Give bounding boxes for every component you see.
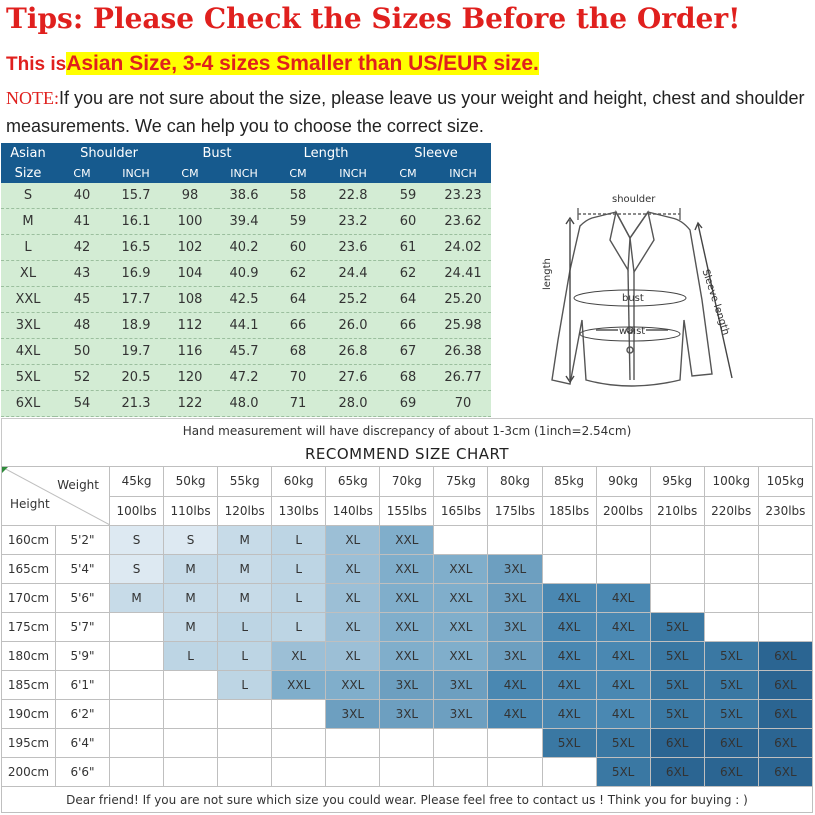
size-label: 6XL [1, 391, 55, 417]
recommend-size-cell: 5XL [596, 758, 650, 787]
size-value: 39.4 [217, 209, 271, 235]
weight-kg-header: 85kg [542, 467, 596, 497]
size-value: 45 [55, 287, 109, 313]
weight-lbs-header: 220lbs [704, 496, 758, 526]
height-label: Height [10, 497, 50, 511]
recommend-size-cell [704, 555, 758, 584]
recommend-size-cell: XXL [272, 671, 326, 700]
size-value: 21.3 [109, 391, 163, 417]
recommend-size-cell: 4XL [488, 671, 542, 700]
recommend-row [2, 555, 813, 584]
footer-message: Dear friend! If you are not sure which size you could wear. Please feel free to contact us ! Think you for buying : ) [1, 787, 813, 813]
label-length: length [542, 258, 553, 290]
height-cm: 180cm [2, 642, 56, 671]
recommend-size-cell: S [110, 555, 164, 584]
recommend-size-cell: 5XL [650, 700, 704, 729]
size-value: 70 [435, 391, 491, 417]
weight-lbs-header: 120lbs [218, 496, 272, 526]
recommend-row [2, 758, 813, 787]
recommend-size-cell: 6XL [758, 700, 812, 729]
size-value: 120 [163, 365, 217, 391]
unit-inch: INCH [217, 163, 271, 183]
recommend-size-cell [164, 729, 218, 758]
recommend-size-cell [110, 700, 164, 729]
group-shoulder: Shoulder [55, 143, 163, 163]
recommend-size-cell: L [218, 671, 272, 700]
recommend-row [2, 584, 813, 613]
size-value: 48.0 [217, 391, 271, 417]
size-value: 69 [381, 391, 435, 417]
recommend-row [2, 642, 813, 671]
size-value: 25.20 [435, 287, 491, 313]
size-value: 66 [271, 313, 325, 339]
height-ft: 6'6" [56, 758, 110, 787]
recommend-size-cell: L [218, 613, 272, 642]
recommend-size-cell: 6XL [758, 729, 812, 758]
recommend-size-cell [110, 758, 164, 787]
size-label: 5XL [1, 365, 55, 391]
recommend-row [2, 526, 813, 555]
recommend-size-cell: 5XL [542, 729, 596, 758]
size-value: 41 [55, 209, 109, 235]
recommend-size-cell: 6XL [704, 729, 758, 758]
recommend-size-cell [272, 729, 326, 758]
size-row [1, 261, 491, 287]
size-value: 16.1 [109, 209, 163, 235]
asian-size-notice [6, 52, 539, 76]
recommend-size-cell [272, 758, 326, 787]
size-value: 71 [271, 391, 325, 417]
recommend-size-cell: 6XL [650, 729, 704, 758]
height-cm: 160cm [2, 526, 56, 555]
recommend-size-cell [650, 555, 704, 584]
height-ft: 5'2" [56, 526, 110, 555]
weight-lbs-header: 230lbs [758, 496, 812, 526]
recommend-size-cell: 3XL [326, 700, 380, 729]
recommend-size-cell: 6XL [650, 758, 704, 787]
size-value: 66 [381, 313, 435, 339]
note-key: NOTE: [6, 88, 59, 108]
recommend-size-cell: 3XL [488, 555, 542, 584]
size-value: 18.9 [109, 313, 163, 339]
weight-lbs-header: 110lbs [164, 496, 218, 526]
size-value: 60 [271, 235, 325, 261]
recommend-size-cell: 6XL [758, 642, 812, 671]
notice-prefix: This is [6, 54, 67, 75]
size-value: 40.9 [217, 261, 271, 287]
size-value: 26.8 [325, 339, 381, 365]
size-value: 25.2 [325, 287, 381, 313]
recommend-size-cell: 5XL [704, 700, 758, 729]
recommend-size-cell: L [218, 642, 272, 671]
size-value: 122 [163, 391, 217, 417]
size-value: 102 [163, 235, 217, 261]
size-row [1, 339, 491, 365]
size-value: 26.38 [435, 339, 491, 365]
note-text: If you are not sure about the size, please leave us your weight and height, chest and shoulder measurements. We can help you to choose the correct size. [6, 88, 805, 136]
recommend-size-cell: 5XL [704, 671, 758, 700]
recommend-size-cell: XL [326, 584, 380, 613]
size-value: 40.2 [217, 235, 271, 261]
recommend-size-cell [704, 584, 758, 613]
recommend-size-cell: XXL [434, 642, 488, 671]
recommend-size-cell [326, 758, 380, 787]
recommend-size-cell: M [164, 613, 218, 642]
recommend-size-cell [650, 584, 704, 613]
col-size: Size [1, 163, 55, 183]
recommend-size-cell [218, 700, 272, 729]
recommend-size-cell: XL [326, 555, 380, 584]
size-value: 22.8 [325, 183, 381, 209]
size-value: 44.1 [217, 313, 271, 339]
weight-kg-header: 80kg [488, 467, 542, 497]
size-value: 112 [163, 313, 217, 339]
size-value: 28.0 [325, 391, 381, 417]
size-label: XL [1, 261, 55, 287]
height-ft: 6'4" [56, 729, 110, 758]
jacket-measurement-illustration [530, 180, 790, 400]
recommend-size-cell: 5XL [704, 642, 758, 671]
recommend-size-cell: XXL [380, 613, 434, 642]
size-label: S [1, 183, 55, 209]
size-label: M [1, 209, 55, 235]
weight-kg-header: 95kg [650, 467, 704, 497]
recommend-size-cell: L [272, 613, 326, 642]
group-bust: Bust [163, 143, 271, 163]
recommend-size-cell: L [272, 526, 326, 555]
recommend-size-cell: L [272, 584, 326, 613]
size-value: 24.4 [325, 261, 381, 287]
recommend-size-cell: 3XL [434, 700, 488, 729]
weight-kg-header: 105kg [758, 467, 812, 497]
recommend-size-cell [434, 526, 488, 555]
size-value: 48 [55, 313, 109, 339]
weight-kg-header: 70kg [380, 467, 434, 497]
recommend-size-cell: XL [326, 642, 380, 671]
recommend-size-cell: 4XL [542, 613, 596, 642]
recommend-size-cell: S [110, 526, 164, 555]
recommend-size-cell: XL [272, 642, 326, 671]
recommend-size-cell: XL [326, 613, 380, 642]
weight-kg-header: 75kg [434, 467, 488, 497]
recommend-size-cell [164, 671, 218, 700]
size-value: 54 [55, 391, 109, 417]
recommend-size-cell: 3XL [488, 584, 542, 613]
unit-cm: CM [163, 163, 217, 183]
height-ft: 5'9" [56, 642, 110, 671]
weight-kg-header: 55kg [218, 467, 272, 497]
weight-lbs-header: 130lbs [272, 496, 326, 526]
size-value: 17.7 [109, 287, 163, 313]
weight-lbs-header: 155lbs [380, 496, 434, 526]
recommend-size-cell [542, 526, 596, 555]
size-value: 52 [55, 365, 109, 391]
recommend-size-cell: XXL [380, 526, 434, 555]
recommend-size-cell [110, 671, 164, 700]
recommend-size-cell: XXL [434, 555, 488, 584]
size-value: 24.02 [435, 235, 491, 261]
size-label: L [1, 235, 55, 261]
weight-lbs-header: 185lbs [542, 496, 596, 526]
height-cm: 165cm [2, 555, 56, 584]
size-value: 42 [55, 235, 109, 261]
recommend-size-cell [704, 526, 758, 555]
recommend-size-chart [1, 466, 813, 787]
size-value: 60 [381, 209, 435, 235]
recommend-size-cell: 4XL [596, 613, 650, 642]
height-ft: 5'4" [56, 555, 110, 584]
weight-lbs-header: 200lbs [596, 496, 650, 526]
recommend-size-cell: XL [326, 526, 380, 555]
recommend-size-cell [326, 729, 380, 758]
weight-kg-header: 60kg [272, 467, 326, 497]
size-value: 64 [271, 287, 325, 313]
weight-lbs-header: 140lbs [326, 496, 380, 526]
note-paragraph [6, 84, 814, 140]
recommend-size-cell [704, 613, 758, 642]
recommend-size-cell [596, 526, 650, 555]
size-value: 62 [381, 261, 435, 287]
recommend-size-cell: 4XL [596, 700, 650, 729]
height-ft: 6'1" [56, 671, 110, 700]
size-value: 70 [271, 365, 325, 391]
weight-lbs-header: 165lbs [434, 496, 488, 526]
recommend-size-cell: XXL [380, 584, 434, 613]
recommend-size-cell [164, 758, 218, 787]
size-row [1, 209, 491, 235]
hand-measurement-note: Hand measurement will have discrepancy of about 1-3cm (1inch=2.54cm) [1, 418, 813, 442]
recommend-size-cell: 3XL [380, 671, 434, 700]
size-value: 62 [271, 261, 325, 287]
recommend-size-cell: 5XL [650, 642, 704, 671]
unit-cm: CM [381, 163, 435, 183]
notice-highlight: Asian Size, 3-4 sizes Smaller than US/EUR size. [66, 52, 539, 75]
recommend-size-cell: M [218, 555, 272, 584]
recommend-size-cell: 6XL [758, 671, 812, 700]
size-value: 108 [163, 287, 217, 313]
weight-height-header [2, 467, 110, 526]
size-value: 16.5 [109, 235, 163, 261]
recommend-size-cell [542, 758, 596, 787]
recommend-size-cell [218, 758, 272, 787]
size-value: 50 [55, 339, 109, 365]
size-value: 19.7 [109, 339, 163, 365]
recommend-size-cell: M [218, 584, 272, 613]
size-value: 26.77 [435, 365, 491, 391]
size-value: 43 [55, 261, 109, 287]
recommend-size-cell: 4XL [596, 642, 650, 671]
recommend-size-cell [758, 613, 812, 642]
size-label: 4XL [1, 339, 55, 365]
recommend-size-cell: XXL [434, 613, 488, 642]
recommend-size-cell: L [272, 555, 326, 584]
size-value: 38.6 [217, 183, 271, 209]
unit-inch: INCH [325, 163, 381, 183]
recommend-size-cell: 5XL [650, 671, 704, 700]
size-value: 116 [163, 339, 217, 365]
recommend-size-cell [110, 613, 164, 642]
recommend-size-cell: XXL [380, 555, 434, 584]
unit-cm: CM [55, 163, 109, 183]
recommend-size-cell: XXL [434, 584, 488, 613]
size-value: 23.2 [325, 209, 381, 235]
group-length: Length [271, 143, 381, 163]
recommend-size-cell [488, 729, 542, 758]
size-row [1, 391, 491, 417]
weight-kg-header: 45kg [110, 467, 164, 497]
recommend-size-cell: XXL [326, 671, 380, 700]
recommend-size-cell: 5XL [650, 613, 704, 642]
recommend-size-cell: 3XL [380, 700, 434, 729]
weight-lbs-header: 175lbs [488, 496, 542, 526]
size-value: 23.23 [435, 183, 491, 209]
height-cm: 195cm [2, 729, 56, 758]
size-value: 16.9 [109, 261, 163, 287]
size-value: 98 [163, 183, 217, 209]
height-cm: 200cm [2, 758, 56, 787]
size-value: 26.0 [325, 313, 381, 339]
size-value: 20.5 [109, 365, 163, 391]
label-bust: bust [622, 293, 644, 304]
recommend-size-cell: M [110, 584, 164, 613]
recommend-size-cell [596, 555, 650, 584]
recommend-size-cell [488, 758, 542, 787]
recommend-size-cell [758, 555, 812, 584]
size-value: 24.41 [435, 261, 491, 287]
label-sleeve-length: Sleeve length [699, 268, 732, 337]
label-waist: waist [619, 326, 646, 337]
size-value: 40 [55, 183, 109, 209]
size-value: 68 [271, 339, 325, 365]
size-value: 64 [381, 287, 435, 313]
label-shoulder: shoulder [612, 194, 656, 205]
jacket-diagram [530, 180, 790, 400]
weight-kg-header: 50kg [164, 467, 218, 497]
recommend-size-cell [542, 555, 596, 584]
height-ft: 6'2" [56, 700, 110, 729]
recommend-size-cell: 4XL [596, 671, 650, 700]
recommend-size-cell [434, 758, 488, 787]
recommend-title: RECOMMEND SIZE CHART [1, 442, 813, 466]
recommend-size-cell [380, 758, 434, 787]
height-ft: 5'7" [56, 613, 110, 642]
height-cm: 170cm [2, 584, 56, 613]
size-row [1, 235, 491, 261]
weight-kg-header: 65kg [326, 467, 380, 497]
weight-lbs-header: 210lbs [650, 496, 704, 526]
recommend-size-cell: 4XL [596, 584, 650, 613]
recommend-size-cell [758, 584, 812, 613]
size-value: 27.6 [325, 365, 381, 391]
weight-kg-header: 100kg [704, 467, 758, 497]
recommend-size-cell: S [164, 526, 218, 555]
recommend-size-cell: 4XL [488, 700, 542, 729]
size-value: 59 [381, 183, 435, 209]
size-value: 47.2 [217, 365, 271, 391]
recommend-size-cell: M [164, 584, 218, 613]
size-value: 45.7 [217, 339, 271, 365]
size-row [1, 183, 491, 209]
weight-kg-header: 90kg [596, 467, 650, 497]
size-value: 23.62 [435, 209, 491, 235]
size-value: 42.5 [217, 287, 271, 313]
recommend-size-cell: L [164, 642, 218, 671]
weight-label: Weight [57, 478, 99, 492]
recommend-size-cell: 3XL [488, 613, 542, 642]
recommend-size-cell [488, 526, 542, 555]
recommend-size-cell [758, 526, 812, 555]
size-value: 67 [381, 339, 435, 365]
recommend-size-cell [380, 729, 434, 758]
recommend-size-cell: 6XL [758, 758, 812, 787]
height-ft: 5'6" [56, 584, 110, 613]
recommend-size-cell: M [164, 555, 218, 584]
unit-inch: INCH [109, 163, 163, 183]
size-label: 3XL [1, 313, 55, 339]
height-cm: 185cm [2, 671, 56, 700]
diagonal-line [2, 467, 110, 525]
col-asian: Asian [1, 143, 55, 163]
recommend-row [2, 700, 813, 729]
recommend-size-cell: 4XL [542, 584, 596, 613]
size-row [1, 365, 491, 391]
unit-cm: CM [271, 163, 325, 183]
size-label: XXL [1, 287, 55, 313]
size-value: 61 [381, 235, 435, 261]
size-value: 104 [163, 261, 217, 287]
recommend-row [2, 613, 813, 642]
recommend-row [2, 671, 813, 700]
recommend-size-cell: 6XL [704, 758, 758, 787]
height-cm: 175cm [2, 613, 56, 642]
recommend-size-cell [434, 729, 488, 758]
recommend-size-cell: 5XL [596, 729, 650, 758]
recommend-size-cell [650, 526, 704, 555]
size-value: 15.7 [109, 183, 163, 209]
size-value: 58 [271, 183, 325, 209]
size-value: 25.98 [435, 313, 491, 339]
tips-title: Tips: Please Check the Sizes Before the Order! [6, 2, 741, 35]
unit-inch: INCH [435, 163, 491, 183]
recommend-size-cell [110, 642, 164, 671]
size-table [1, 143, 491, 417]
recommend-size-cell [164, 700, 218, 729]
size-row [1, 287, 491, 313]
size-value: 68 [381, 365, 435, 391]
size-value: 23.6 [325, 235, 381, 261]
recommend-size-cell: 4XL [542, 671, 596, 700]
size-value: 100 [163, 209, 217, 235]
recommend-size-cell: 4XL [542, 700, 596, 729]
recommend-size-cell: XXL [380, 642, 434, 671]
recommend-row [2, 729, 813, 758]
recommend-size-cell [272, 700, 326, 729]
recommend-size-cell [110, 729, 164, 758]
recommend-size-cell: M [218, 526, 272, 555]
recommend-size-cell: 4XL [542, 642, 596, 671]
weight-lbs-header: 100lbs [110, 496, 164, 526]
recommend-size-cell: 3XL [434, 671, 488, 700]
size-row [1, 313, 491, 339]
recommend-size-cell: 3XL [488, 642, 542, 671]
group-sleeve: Sleeve [381, 143, 491, 163]
recommend-size-cell [218, 729, 272, 758]
height-cm: 190cm [2, 700, 56, 729]
size-value: 59 [271, 209, 325, 235]
